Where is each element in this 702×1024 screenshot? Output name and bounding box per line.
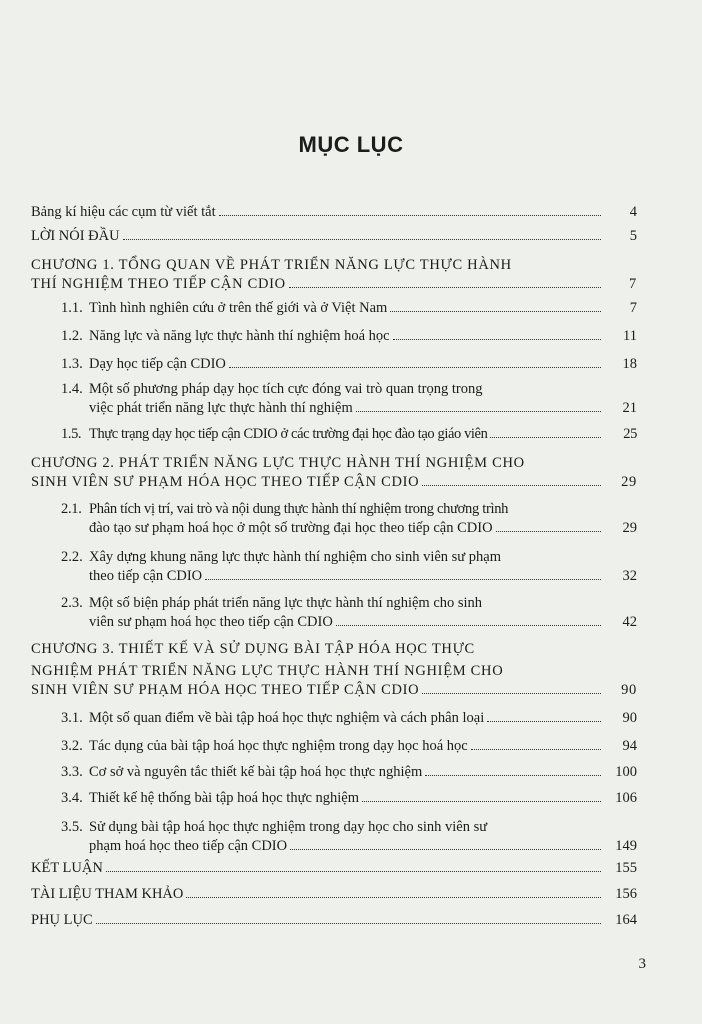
toc-entry-3-4[interactable] bbox=[61, 790, 637, 812]
toc-page-number: 21 bbox=[622, 400, 637, 416]
toc-entry-1-4[interactable] bbox=[61, 378, 637, 422]
toc-entry-2-3[interactable] bbox=[61, 592, 637, 636]
toc-entry-1-5[interactable] bbox=[61, 426, 637, 448]
toc-entry-text: Tác dụng của bài tập hoá học thực nghiệm trong dạy học hoá học bbox=[89, 738, 468, 754]
toc-entry-preface[interactable] bbox=[31, 228, 637, 250]
toc-entry-text: Bảng kí hiệu các cụm từ viết tắt bbox=[31, 204, 216, 220]
leader-dots bbox=[205, 579, 601, 580]
section-number: 2.1. bbox=[61, 501, 82, 517]
toc-entry-text: CHƯƠNG 3. THIẾT KẾ VÀ SỬ DỤNG BÀI TẬP HÓA HỌC THỰC bbox=[31, 641, 475, 657]
toc-entry-appendix[interactable] bbox=[31, 912, 637, 934]
toc-entry-text: việc phát triển năng lực thực hành thí nghiệm bbox=[89, 400, 353, 416]
toc-page-number: 94 bbox=[622, 738, 637, 754]
toc-entry-1-1[interactable] bbox=[61, 300, 637, 322]
toc-entry-3-5[interactable] bbox=[61, 816, 637, 860]
toc-entry-text: SINH VIÊN SƯ PHẠM HÓA HỌC THEO TIẾP CẬN CDIO bbox=[31, 682, 420, 698]
toc-entry-chapter-1[interactable] bbox=[31, 254, 637, 298]
toc-entry-text: NGHIỆM PHÁT TRIỂN NĂNG LỰC THỰC HÀNH THÍ NGHIỆM CHO bbox=[31, 663, 504, 679]
toc-page-number: 90 bbox=[621, 682, 637, 698]
page-number: 3 bbox=[638, 956, 646, 972]
toc-page-number: 149 bbox=[615, 838, 637, 854]
toc-page-number: 18 bbox=[622, 356, 637, 372]
section-number: 1.5. bbox=[61, 426, 82, 442]
toc-entry-text: CHƯƠNG 1. TỔNG QUAN VỀ PHÁT TRIỂN NĂNG LỰC THỰC HÀNH bbox=[31, 257, 512, 273]
toc-page-number: 155 bbox=[615, 860, 637, 876]
leader-dots bbox=[96, 923, 601, 924]
toc-entry-text: Sử dụng bài tập hoá học thực nghiệm trong dạy học cho sinh viên sư bbox=[89, 819, 488, 835]
toc-page-number: 90 bbox=[622, 710, 637, 726]
toc-page-number: 100 bbox=[615, 764, 637, 780]
toc-entry-1-3[interactable] bbox=[61, 356, 637, 378]
leader-dots bbox=[356, 411, 601, 412]
section-number: 1.1. bbox=[61, 300, 83, 316]
section-number: 2.3. bbox=[61, 595, 83, 611]
leader-dots bbox=[229, 367, 601, 368]
section-number: 3.2. bbox=[61, 738, 83, 754]
leader-dots bbox=[425, 775, 601, 776]
leader-dots bbox=[393, 339, 601, 340]
toc-page-number: 29 bbox=[621, 474, 637, 490]
section-number: 1.2. bbox=[61, 328, 83, 344]
toc-page-number: 11 bbox=[623, 328, 637, 344]
section-number: 3.3. bbox=[61, 764, 83, 780]
toc-entry-text: viên sư phạm hoá học theo tiếp cận CDIO bbox=[89, 614, 333, 630]
toc-entry-chapter-3[interactable] bbox=[31, 638, 637, 704]
leader-dots bbox=[106, 871, 601, 872]
leader-dots bbox=[390, 311, 601, 312]
leader-dots bbox=[422, 485, 601, 486]
toc-entry-text: Một số phương pháp dạy học tích cực đóng vai trò quan trọng trong bbox=[89, 381, 483, 397]
section-number: 3.1. bbox=[61, 710, 83, 726]
toc-page-number: 32 bbox=[622, 568, 637, 584]
leader-dots bbox=[490, 437, 601, 438]
leader-dots bbox=[362, 801, 601, 802]
toc-entry-text: CHƯƠNG 2. PHÁT TRIỂN NĂNG LỰC THỰC HÀNH THÍ NGHIỆM CHO bbox=[31, 455, 525, 471]
toc-entry-text: theo tiếp cận CDIO bbox=[89, 568, 203, 584]
toc-entry-3-2[interactable] bbox=[61, 738, 637, 760]
toc-page-number: 156 bbox=[615, 886, 637, 902]
toc-entry-text: Một số quan điểm về bài tập hoá học thực nghiệm và cách phân loại bbox=[89, 710, 485, 726]
toc-entry-2-2[interactable] bbox=[61, 546, 637, 590]
toc-entry-text: KẾT LUẬN bbox=[31, 860, 103, 876]
toc-entry-text: Cơ sở và nguyên tắc thiết kế bài tập hoá học thực nghiệm bbox=[89, 764, 423, 780]
section-number: 1.4. bbox=[61, 381, 83, 397]
toc-entry-abbreviations[interactable] bbox=[31, 204, 637, 226]
toc-entry-text: SINH VIÊN SƯ PHẠM HÓA HỌC THEO TIẾP CẬN CDIO bbox=[31, 474, 420, 490]
toc-entry-text: Thiết kế hệ thống bài tập hoá học thực nghiệm bbox=[89, 790, 359, 806]
toc-entry-3-3[interactable] bbox=[61, 764, 637, 786]
toc-entry-text: PHỤ LỤC bbox=[31, 912, 93, 928]
toc-entry-text: THÍ NGHIỆM THEO TIẾP CẬN CDIO bbox=[31, 276, 286, 292]
toc-page-number: 4 bbox=[629, 204, 637, 220]
section-number: 1.3. bbox=[61, 356, 83, 372]
toc-entry-text: Thực trạng dạy học tiếp cận CDIO ở các trường đại học đào tạo giáo viên bbox=[89, 426, 488, 442]
leader-dots bbox=[186, 897, 601, 898]
toc-page-number: 106 bbox=[615, 790, 637, 806]
leader-dots bbox=[289, 287, 601, 288]
leader-dots bbox=[290, 849, 601, 850]
toc-page-number: 7 bbox=[629, 276, 637, 292]
leader-dots bbox=[123, 239, 601, 240]
toc-entry-text: đào tạo sư phạm hoá học ở một số trường đại học theo tiếp cận CDIO bbox=[89, 520, 493, 536]
section-number: 3.4. bbox=[61, 790, 83, 806]
toc-entry-text: Dạy học tiếp cận CDIO bbox=[89, 356, 226, 372]
toc-page-number: 7 bbox=[629, 300, 637, 316]
toc-entry-2-1[interactable] bbox=[61, 498, 637, 542]
section-number: 2.2. bbox=[61, 549, 83, 565]
toc-entry-text: phạm hoá học theo tiếp cận CDIO bbox=[89, 838, 288, 854]
leader-dots bbox=[219, 215, 601, 216]
toc-entry-text: Năng lực và năng lực thực hành thí nghiệm hoá học bbox=[89, 328, 390, 344]
toc-entry-text: Tình hình nghiên cứu ở trên thế giới và ở Việt Nam bbox=[89, 300, 388, 316]
leader-dots bbox=[496, 531, 601, 532]
toc-entry-3-1[interactable] bbox=[61, 710, 637, 732]
toc-entry-text: TÀI LIỆU THAM KHẢO bbox=[31, 886, 184, 902]
toc-entry-1-2[interactable] bbox=[61, 328, 637, 350]
toc-page-number: 25 bbox=[623, 426, 637, 442]
toc-entry-text: Phân tích vị trí, vai trò và nội dung thực hành thí nghiệm trong chương trình bbox=[89, 501, 509, 517]
toc-entry-text: Xây dựng khung năng lực thực hành thí nghiệm cho sinh viên sư phạm bbox=[89, 549, 501, 565]
toc-entry-references[interactable] bbox=[31, 886, 637, 908]
leader-dots bbox=[471, 749, 601, 750]
section-number: 3.5. bbox=[61, 819, 83, 835]
page-title: MỤC LỤC bbox=[298, 132, 404, 157]
toc-entry-chapter-2[interactable] bbox=[31, 452, 637, 496]
toc-entry-conclusion[interactable] bbox=[31, 860, 637, 882]
toc-entry-text: LỜI NÓI ĐẦU bbox=[31, 228, 120, 244]
toc-page-number: 29 bbox=[622, 520, 637, 536]
leader-dots bbox=[336, 625, 601, 626]
toc-page-number: 42 bbox=[622, 614, 637, 630]
leader-dots bbox=[422, 693, 601, 694]
toc-page-number: 5 bbox=[629, 228, 637, 244]
leader-dots bbox=[487, 721, 601, 722]
toc-page-number: 164 bbox=[615, 912, 637, 928]
toc-entry-text: Một số biện pháp phát triển năng lực thực hành thí nghiệm cho sinh bbox=[89, 595, 483, 611]
